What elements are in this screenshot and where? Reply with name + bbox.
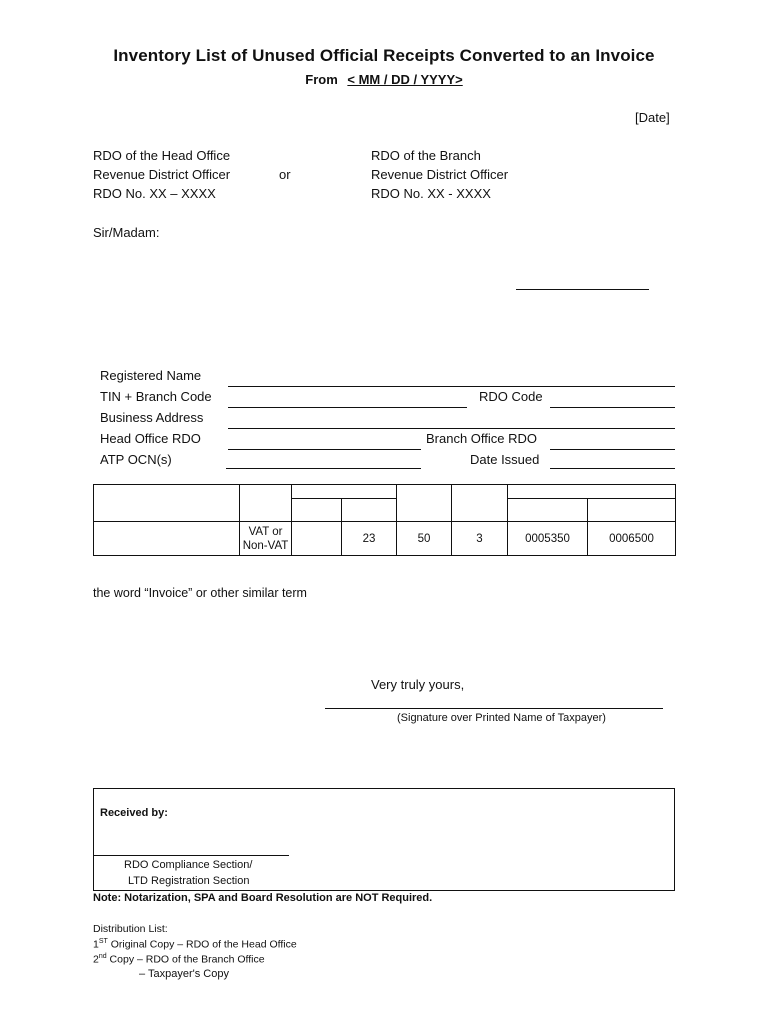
serial-from-cell: 0005350	[508, 522, 588, 556]
atp-ocn-label: ATP OCN(s)	[100, 452, 172, 467]
branch-office-rdo-label: Branch Office RDO	[426, 431, 538, 446]
distribution-item-3: – Taxpayer's Copy	[139, 968, 229, 980]
date-issued-field[interactable]	[550, 468, 675, 469]
salutation: Sir/Madam:	[93, 225, 160, 240]
head-office-line-1: RDO of the Head Office	[93, 148, 231, 163]
date-issued-label: Date Issued	[470, 452, 540, 467]
business-address-field[interactable]	[228, 428, 675, 429]
head-office-line-3: RDO No. XX – XXXX	[93, 186, 216, 201]
head-office-rdo-label: Head Office RDO	[100, 431, 201, 446]
invoice-word-note: the word “Invoice” or other similar term	[93, 586, 307, 600]
rdo-code-label: RDO Code	[479, 389, 543, 404]
from-label: From	[305, 72, 338, 87]
table-header-cell	[508, 499, 588, 522]
table-header-row-1	[94, 485, 676, 499]
branch-office-rdo-field[interactable]	[550, 449, 675, 450]
table-header-cell	[292, 499, 342, 522]
table-cell: 50	[397, 522, 452, 556]
head-office-line-2: Revenue District Officer	[93, 167, 231, 182]
table-header-cell	[508, 485, 676, 499]
distribution-title: Distribution List:	[93, 923, 168, 935]
branch-line-2: Revenue District Officer	[371, 167, 509, 182]
serial-to-cell: 0006500	[588, 522, 676, 556]
copy-text: Copy – RDO of the Branch Office	[106, 953, 265, 966]
received-by-signature-line[interactable]	[94, 855, 289, 856]
tin-branch-code-label: TIN + Branch Code	[100, 389, 212, 404]
signature-caption: (Signature over Printed Name of Taxpayer)	[397, 712, 606, 724]
table-header-cell	[94, 485, 240, 522]
branch-line-1: RDO of the Branch	[371, 148, 481, 163]
distribution-item-1	[93, 938, 297, 951]
notarization-note: Note: Notarization, SPA and Board Resolution are NOT Required.	[93, 892, 433, 904]
distribution-item-2	[93, 953, 265, 966]
table-cell-empty	[94, 522, 240, 556]
blank-line	[516, 289, 649, 290]
copy-text: Original Copy – RDO of the Head Office	[107, 938, 297, 951]
ltd-registration-section: LTD Registration Section	[128, 875, 250, 887]
date-placeholder: [Date]	[635, 110, 670, 125]
document-title: Inventory List of Unused Official Receipts Converted to an Invoice	[113, 46, 655, 65]
table-row	[94, 522, 676, 556]
table-header-cell	[588, 499, 676, 522]
table-header-cell	[452, 485, 508, 522]
vat-cell: VAT or Non-VAT	[240, 522, 292, 556]
table-header-cell	[292, 485, 397, 499]
business-address-label: Business Address	[100, 410, 204, 425]
copy-superscript: nd	[98, 953, 107, 960]
atp-ocn-field[interactable]	[226, 468, 421, 469]
copy-number: 2	[93, 953, 99, 966]
tin-branch-code-field[interactable]	[228, 407, 467, 408]
table-cell	[292, 522, 342, 556]
table-header-cell	[397, 485, 452, 522]
registered-name-label: Registered Name	[100, 368, 202, 383]
head-office-rdo-field[interactable]	[228, 449, 421, 450]
rdo-code-field[interactable]	[550, 407, 675, 408]
from-date-placeholder: < MM / DD / YYYY>	[347, 72, 463, 87]
very-truly-yours: Very truly yours,	[371, 677, 465, 692]
received-by-box	[93, 788, 675, 891]
signature-line[interactable]	[325, 708, 663, 709]
copy-number: 1	[93, 938, 99, 951]
copy-superscript: ST	[98, 938, 108, 945]
branch-line-3: RDO No. XX - XXXX	[371, 186, 491, 201]
from-line	[0, 72, 768, 87]
registered-name-field[interactable]	[228, 386, 675, 387]
or-label: or	[279, 167, 291, 182]
inventory-table	[93, 484, 676, 556]
received-by-label: Received by:	[100, 807, 168, 819]
table-cell: 3	[452, 522, 508, 556]
table-header-cell	[240, 485, 292, 522]
table-cell: 23	[342, 522, 397, 556]
rdo-compliance-section: RDO Compliance Section/	[124, 859, 253, 871]
table-header-cell	[342, 499, 397, 522]
